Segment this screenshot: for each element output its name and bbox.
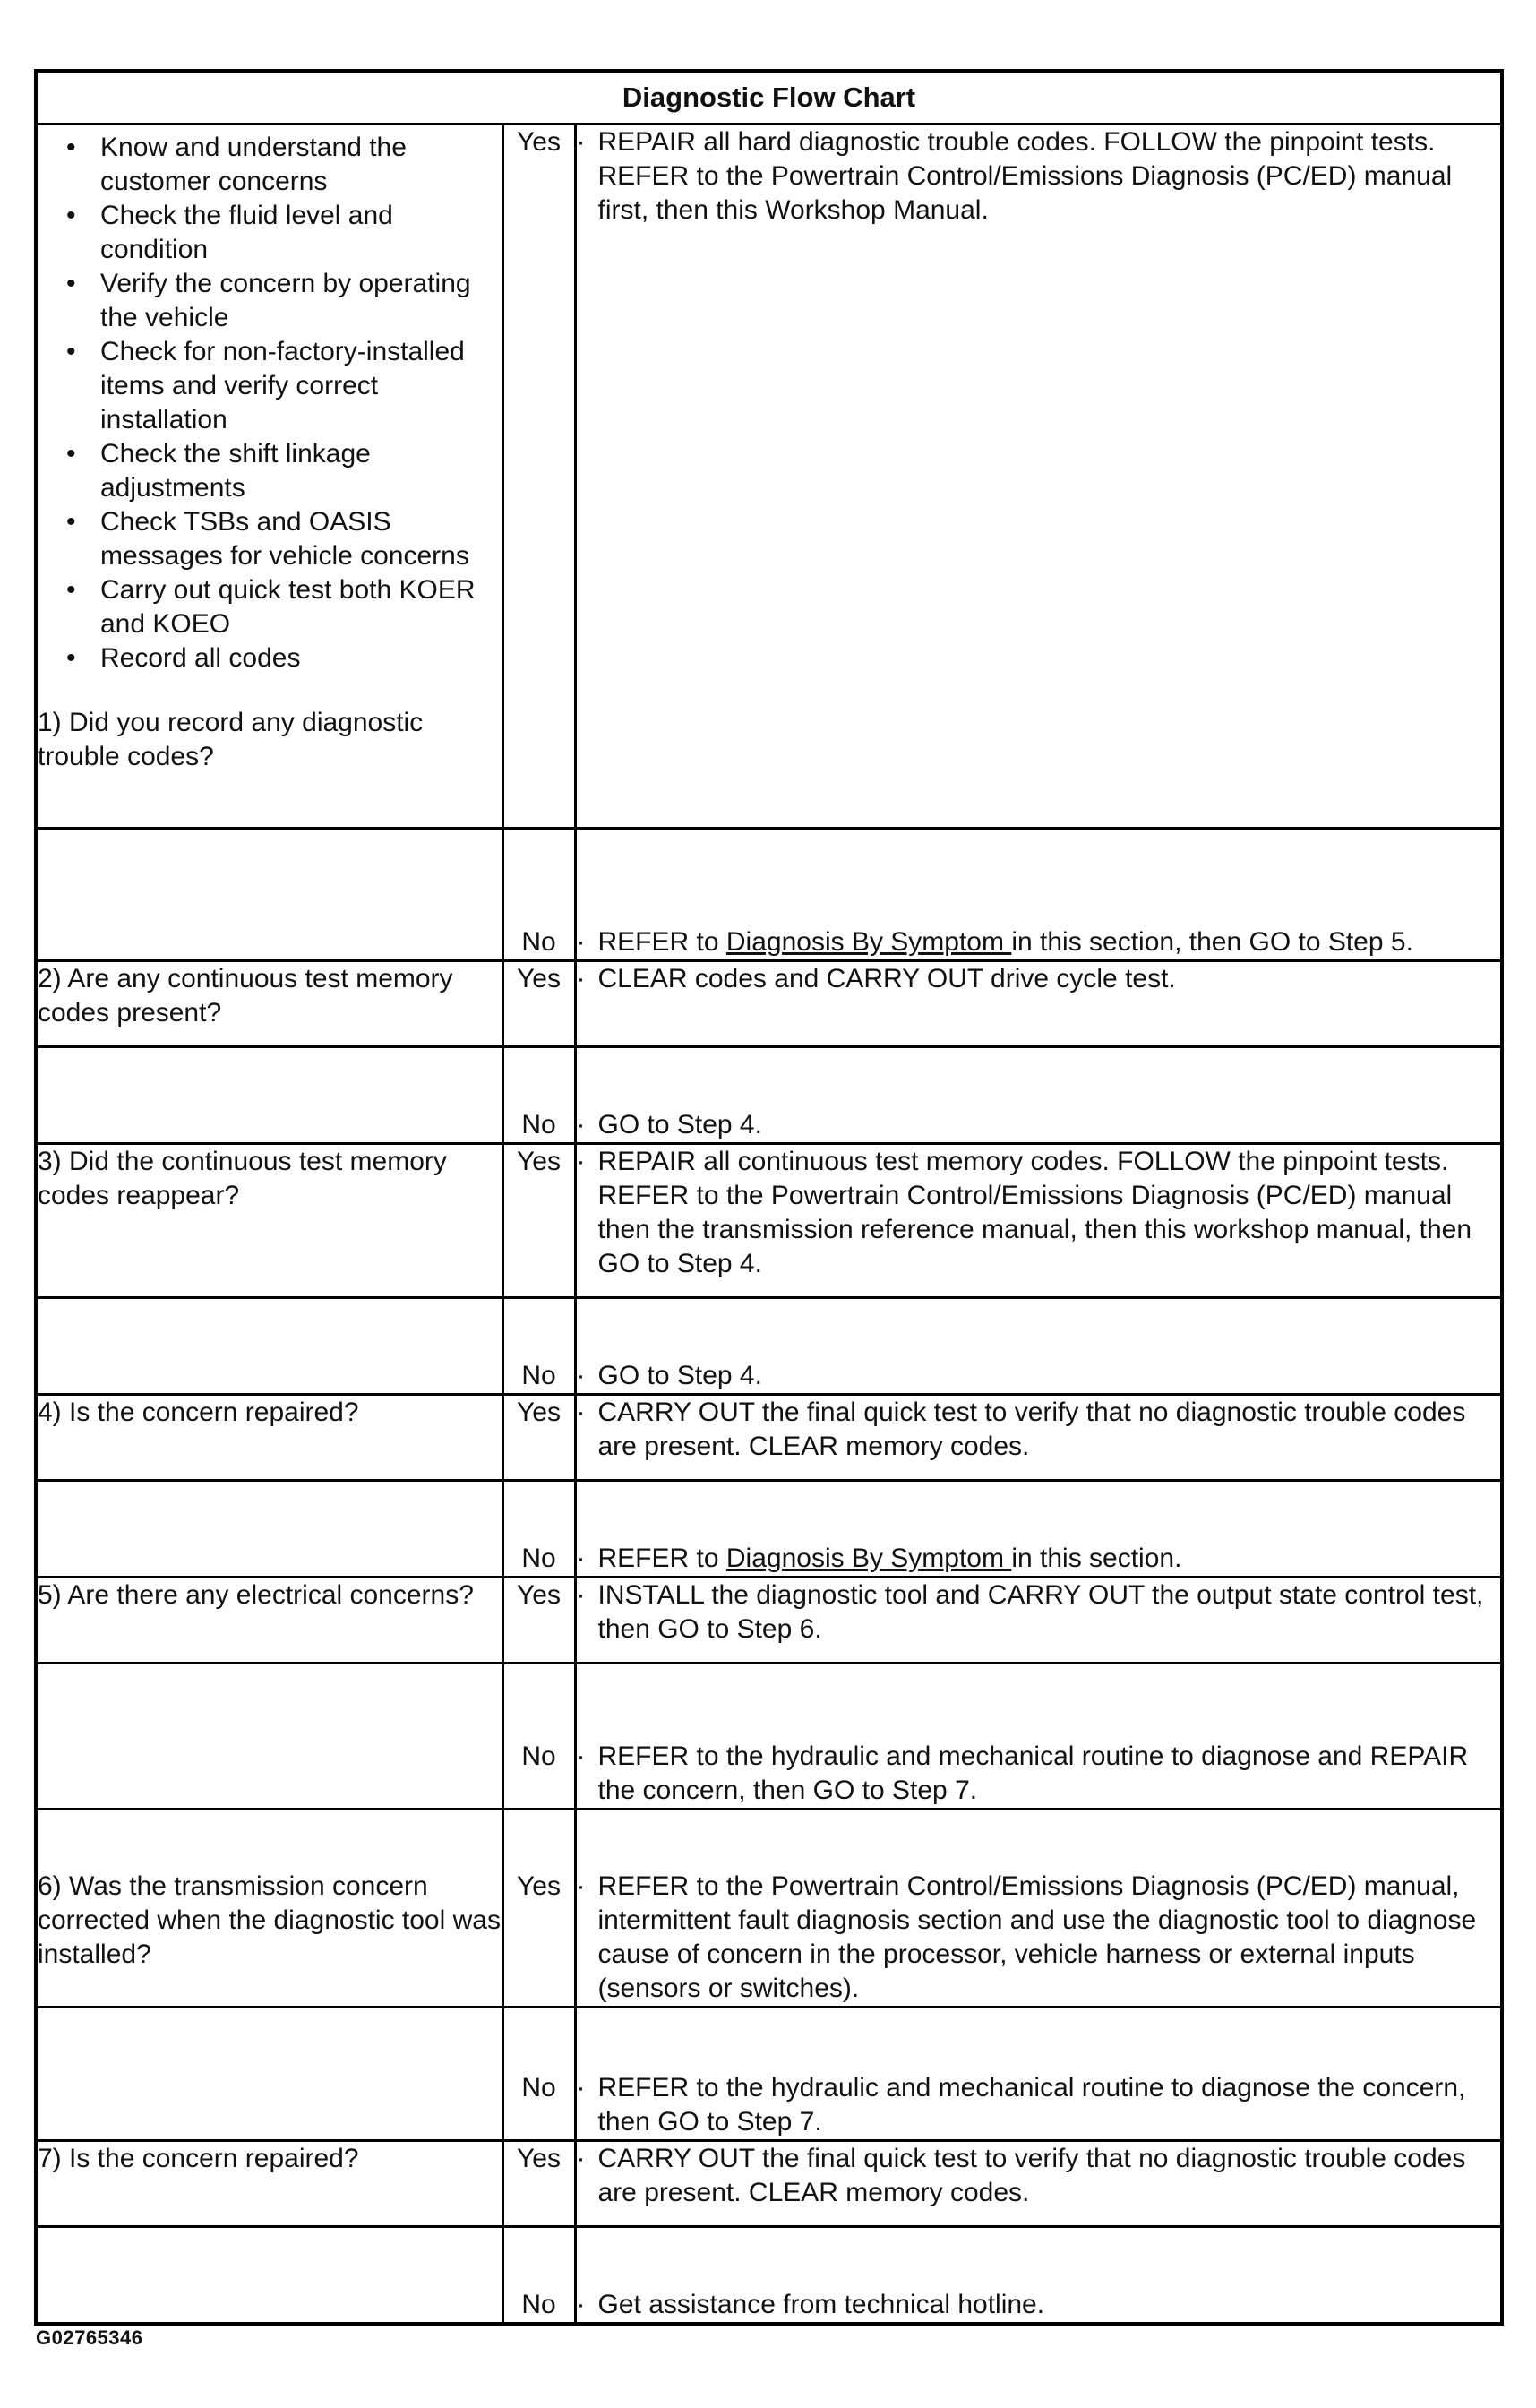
step-4-no-action-cell xyxy=(575,1481,1502,1578)
no-label: No xyxy=(502,829,575,961)
step-5-yes-action-cell xyxy=(575,1578,1502,1664)
empty-cell xyxy=(36,1664,502,1810)
diagnostic-flow-table xyxy=(34,69,1504,2326)
step-6-yes-action: REFER to the Powertrain Control/Emissions Diagnosis (PC/ED) manual, intermittent fault diagnosis section and use the diagnostic tool to diagnose cause of concern in the processor, vehicle harness or external inputs (sensors or switches). xyxy=(597,1871,1477,2003)
step-6-yes-row xyxy=(36,1810,1502,2008)
no-label: No xyxy=(502,2227,575,2324)
step-3-yes-action-cell xyxy=(575,1144,1502,1298)
step-3-no-row xyxy=(36,1298,1502,1395)
diagnosis-by-symptom-link[interactable]: Diagnosis By Symptom xyxy=(725,927,1012,957)
no-label: No xyxy=(502,1047,575,1144)
bullet-dot: · xyxy=(576,964,586,993)
step-7-no-action-cell xyxy=(575,2227,1502,2324)
yes-label: Yes xyxy=(502,1144,575,1298)
step-5-no-action-cell xyxy=(575,1664,1502,1810)
diagnosis-by-symptom-link[interactable]: Diagnosis By Symptom xyxy=(725,1544,1012,1573)
bullet-dot: · xyxy=(576,1398,586,1427)
step-1-question-cell xyxy=(36,125,502,829)
bullet-dot: · xyxy=(576,1544,586,1573)
step-2-yes-row xyxy=(36,961,1502,1047)
checklist xyxy=(38,131,502,675)
bullet-dot: · xyxy=(576,2289,586,2319)
table-title: Diagnostic Flow Chart xyxy=(36,71,1502,125)
no-label: No xyxy=(502,1481,575,1578)
step-1-question: 1) Did you record any diagnostic trouble codes? xyxy=(38,708,424,771)
step-1-yes-action: REPAIR all hard diagnostic trouble codes. FOLLOW the pinpoint tests. REFER to the Powertrain Control/Emissions Diagnosis (PC/ED) manual first, then this Workshop Manual. xyxy=(597,127,1453,225)
step-4-yes-action: CARRY OUT the final quick test to verify that no diagnostic trouble codes are present. CLEAR memory codes. xyxy=(597,1398,1466,1461)
step-7-yes-row xyxy=(36,2141,1502,2227)
empty-cell xyxy=(36,829,502,961)
step-1-no-action-post: in this section, then GO to Step 5. xyxy=(1011,927,1413,957)
step-1-yes-row xyxy=(36,125,1502,829)
step-3-no-action-cell xyxy=(575,1298,1502,1395)
step-7-no-row xyxy=(36,2227,1502,2324)
step-2-yes-action: CLEAR codes and CARRY OUT drive cycle test. xyxy=(597,964,1176,993)
checklist-item: • Know and understand the customer concerns xyxy=(100,131,502,199)
yes-label: Yes xyxy=(502,961,575,1047)
step-4-no-action-pre: REFER to xyxy=(597,1544,726,1573)
step-3-yes-action: REPAIR all continuous test memory codes. FOLLOW the pinpoint tests. REFER to the Powertrain Control/Emissions Diagnosis (PC/ED) manual then the transmission reference manual, then this workshop manual, then GO to Step 4. xyxy=(597,1147,1472,1278)
step-4-yes-row xyxy=(36,1395,1502,1481)
checklist-item: • Check the fluid level and condition xyxy=(100,199,502,267)
checklist-item: • Check for non-factory-installed items and verify correct installation xyxy=(100,335,502,437)
step-2-no-action: GO to Step 4. xyxy=(597,1110,762,1140)
step-5-question: 5) Are there any electrical concerns? xyxy=(36,1578,502,1664)
step-4-no-action-post: in this section. xyxy=(1011,1544,1182,1573)
step-6-no-row xyxy=(36,2008,1502,2141)
no-label: No xyxy=(502,1664,575,1810)
bullet-dot: · xyxy=(576,1361,586,1390)
bullet-dot: · xyxy=(576,1147,586,1176)
yes-label: Yes xyxy=(502,125,575,829)
no-label: No xyxy=(502,2008,575,2141)
step-6-yes-action-cell xyxy=(575,1810,1502,2008)
yes-label: Yes xyxy=(502,1395,575,1481)
step-5-no-action: REFER to the hydraulic and mechanical routine to diagnose and REPAIR the concern, then GO to Step 7. xyxy=(597,1742,1469,1805)
step-5-yes-row xyxy=(36,1578,1502,1664)
empty-cell xyxy=(36,2008,502,2141)
checklist-item: • Carry out quick test both KOER and KOEO xyxy=(100,573,502,641)
step-7-yes-action: CARRY OUT the final quick test to verify that no diagnostic trouble codes are present. CLEAR memory codes. xyxy=(597,2144,1466,2207)
yes-label: Yes xyxy=(502,2141,575,2227)
bullet-dot: · xyxy=(576,127,586,157)
step-5-yes-action: INSTALL the diagnostic tool and CARRY OUT the output state control test, then GO to Step 6. xyxy=(597,1580,1484,1644)
step-6-no-action: REFER to the hydraulic and mechanical routine to diagnose the concern, then GO to Step 7. xyxy=(597,2073,1466,2137)
bullet-dot: · xyxy=(576,927,586,957)
checklist-item: • Record all codes xyxy=(100,641,502,675)
bullet-dot: · xyxy=(576,1110,586,1140)
step-5-no-row xyxy=(36,1664,1502,1810)
step-1-no-action-pre: REFER to xyxy=(597,927,726,957)
empty-cell xyxy=(36,1047,502,1144)
step-2-no-action-cell xyxy=(575,1047,1502,1144)
yes-label: Yes xyxy=(502,1578,575,1664)
step-1-yes-action-cell xyxy=(575,125,1502,829)
checklist-item: • Check TSBs and OASIS messages for vehicle concerns xyxy=(100,505,502,573)
step-1-no-action-cell xyxy=(575,829,1502,961)
step-3-yes-row xyxy=(36,1144,1502,1298)
yes-label: Yes xyxy=(502,1810,575,2008)
step-4-yes-action-cell xyxy=(575,1395,1502,1481)
step-6-no-action-cell xyxy=(575,2008,1502,2141)
bullet-dot: · xyxy=(576,2144,586,2173)
bullet-dot: · xyxy=(576,1871,586,1901)
step-6-question: 6) Was the transmission concern corrected when the diagnostic tool was installed? xyxy=(38,1871,501,1969)
empty-cell xyxy=(36,2227,502,2324)
bullet-dot: · xyxy=(576,1580,586,1610)
empty-cell xyxy=(36,1298,502,1395)
step-4-question: 4) Is the concern repaired? xyxy=(36,1395,502,1481)
checklist-item: • Verify the concern by operating the vehicle xyxy=(100,267,502,335)
step-3-question: 3) Did the continuous test memory codes reappear? xyxy=(36,1144,502,1298)
step-6-question-cell xyxy=(36,1810,502,2008)
figure-id: G02765346 xyxy=(36,2326,143,2349)
table-header-row xyxy=(36,71,1502,125)
step-2-yes-action-cell xyxy=(575,961,1502,1047)
bullet-dot: · xyxy=(576,1742,586,1771)
step-3-no-action: GO to Step 4. xyxy=(597,1361,762,1390)
step-7-question: 7) Is the concern repaired? xyxy=(36,2141,502,2227)
step-1-no-row xyxy=(36,829,1502,961)
step-7-yes-action-cell xyxy=(575,2141,1502,2227)
step-2-no-row xyxy=(36,1047,1502,1144)
checklist-item: • Check the shift linkage adjustments xyxy=(100,437,502,505)
empty-cell xyxy=(36,1481,502,1578)
bullet-dot: · xyxy=(576,2073,586,2103)
no-label: No xyxy=(502,1298,575,1395)
step-7-no-action: Get assistance from technical hotline. xyxy=(597,2289,1045,2319)
step-2-question: 2) Are any continuous test memory codes present? xyxy=(36,961,502,1047)
step-4-no-row xyxy=(36,1481,1502,1578)
